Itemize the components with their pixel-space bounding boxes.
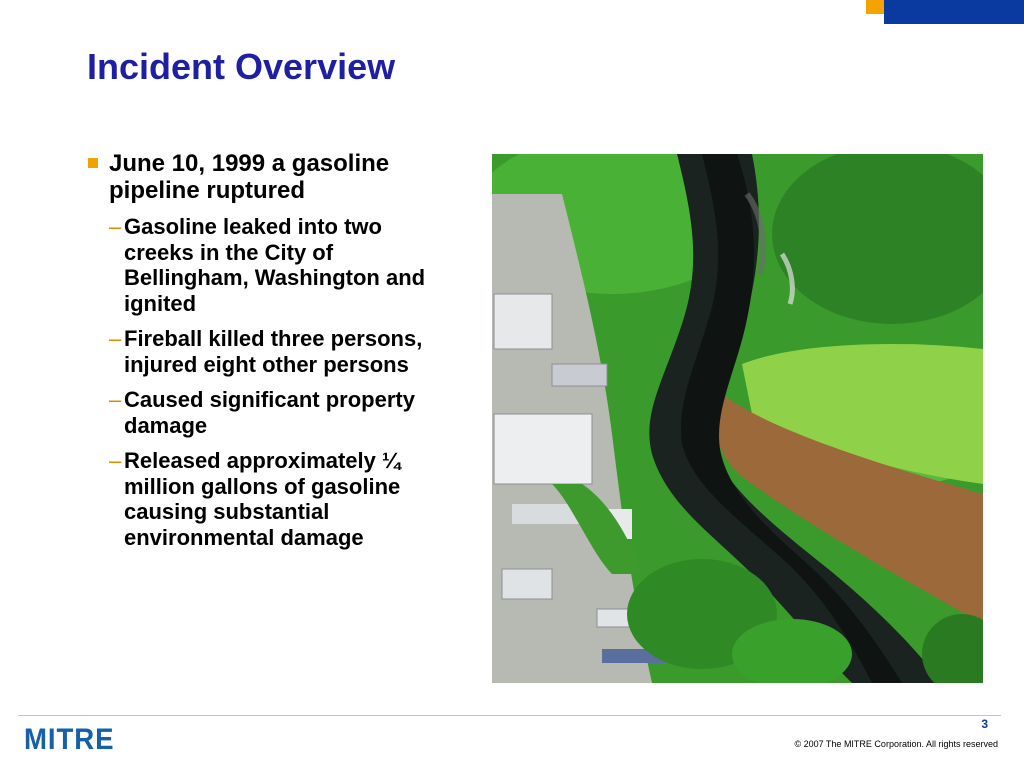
- dash-bullet-icon: –: [109, 387, 122, 412]
- slide-title: Incident Overview: [87, 46, 396, 87]
- mitre-logo: MITRE: [24, 723, 115, 756]
- dash-bullet-icon: –: [109, 326, 122, 351]
- page-number: 3: [981, 717, 988, 731]
- corner-accent-orange: [866, 0, 884, 14]
- dash-bullet-icon: –: [109, 448, 122, 473]
- sub-bullet-list: [85, 214, 455, 550]
- square-bullet-icon: [88, 158, 98, 168]
- copyright-notice: © 2007 The MITRE Corporation. All rights reserved: [794, 739, 998, 749]
- sub-bullet-text: Gasoline leaked into two creeks in the City of Bellingham, Washington and ignited: [124, 214, 426, 316]
- sub-bullet-text: Caused significant property damage: [124, 387, 415, 438]
- aerial-photo-illustration: [492, 154, 983, 683]
- bullet-item: [85, 150, 455, 204]
- sub-bullet-item: [85, 326, 455, 377]
- sub-bullet-text: Fireball killed three persons, injured eight other persons: [124, 326, 423, 377]
- sub-bullet-text: Released approximately ¼ million gallons of gasoline causing substantial environmental damage: [124, 448, 401, 550]
- bullet-list: [85, 150, 455, 560]
- aerial-photo: [492, 154, 983, 683]
- sub-bullet-item: [85, 387, 455, 438]
- corner-accent-blue: [884, 0, 1024, 24]
- sub-bullet-item: [85, 214, 455, 316]
- dash-bullet-icon: –: [109, 214, 122, 239]
- bullet-text: June 10, 1999 a gasoline pipeline ruptured: [109, 150, 390, 204]
- sub-bullet-item: [85, 448, 455, 550]
- footer-divider: [18, 715, 1001, 716]
